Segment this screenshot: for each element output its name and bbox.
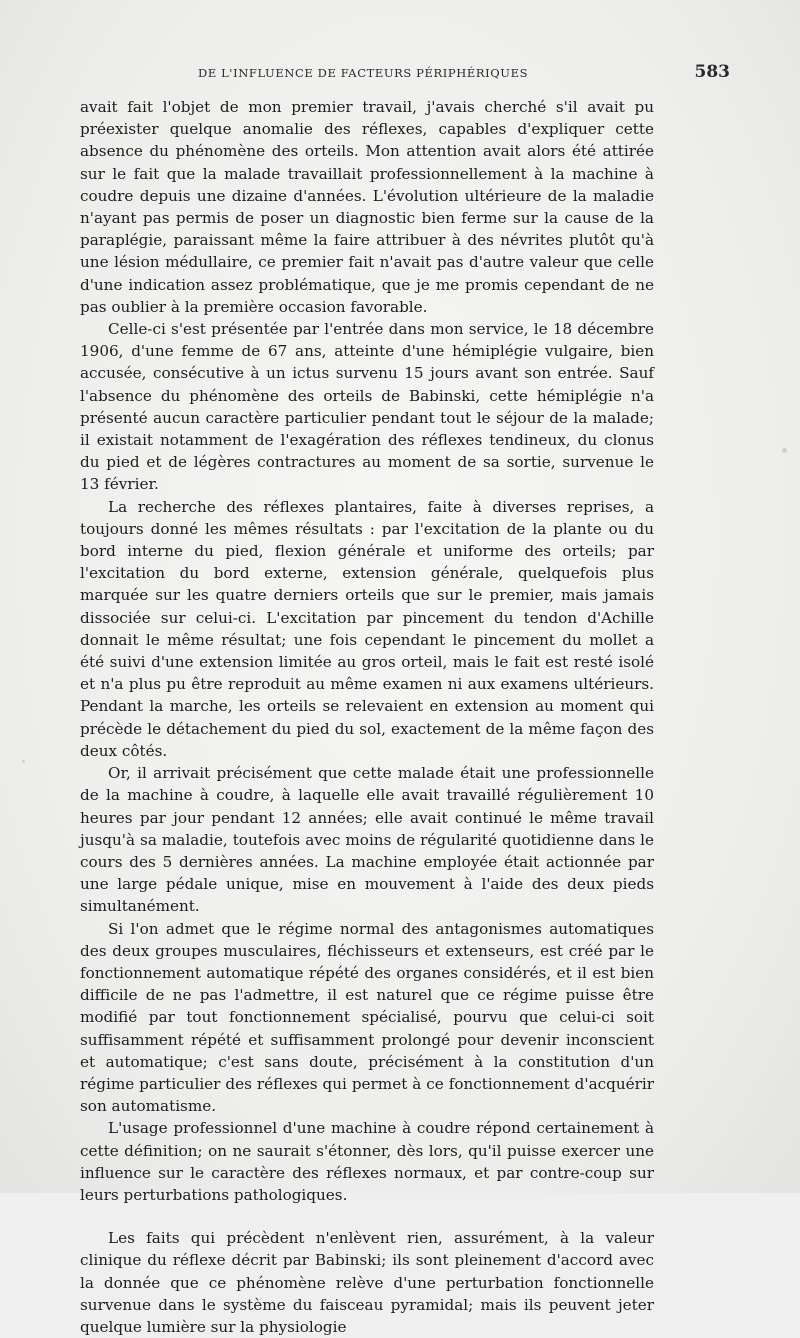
running-title: DE L'INFLUENCE DE FACTEURS PÉRIPHÉRIQUES — [198, 66, 529, 80]
paragraph-3: La recherche des réflexes plantaires, faite à diverses reprises, a toujours donné les mêmes résultats : par l'excitation de la plante ou du bord interne du pied, flexion générale et uniforme des orteils; par l'excitation du bord externe, extension générale, quelquefois plus marquée sur les quatre derniers orteils que sur le premier, mais jamais dissociée sur celui-ci. L'excitation par pincement du tendon d'Achille donnait le même résultat; une fois cependant le pincement du mollet a été suivi d'une extension limitée au gros orteil, mais le fait est resté isolé et n'a plus pu être reproduit au même examen ni aux examens ultérieurs. Pendant la marche, les orteils se relevaient en extension au moment qui précède le détachement du pied du sol, exactement de la même façon des deux côtés. — [80, 497, 654, 760]
paragraph-2: Celle-ci s'est présentée par l'entrée dans mon service, le 18 décembre 1906, d'une femme de 67 ans, atteinte d'une hémiplégie vulgaire, bien accusée, consécutive à un ictus survenu 15 jours avant son entrée. Sauf l'absence du phénomène des orteils de Babinski, cette hémiplégie n'a présenté aucun caractère particulier pendant tout le séjour de la malade; il existait notamment de l'exagération des réflexes tendineux, du clonus du pied et de légères contractures au moment de sa sortie, survenue le 13 février. — [80, 320, 654, 494]
body-text — [80, 96, 654, 1338]
running-header — [80, 62, 730, 86]
paragraph-6: L'usage professionnel d'une machine à coudre répond certainement à cette définition; on ne saurait s'étonner, dès lors, qu'il puisse exercer une influence sur le caractère des réflexes normaux, et par contre-coup sur leurs perturbations pathologiques. — [80, 1119, 654, 1204]
ink-speck — [22, 760, 25, 763]
paragraph-4: Or, il arrivait précisément que cette malade était une professionnelle de la machine à coudre, à laquelle elle avait travaillé régulièrement 10 heures par jour pendant 12 années; elle avait continué le même travail jusqu'à sa maladie, toutefois avec moins de régularité quotidienne dans le cours des 5 dernières années. La machine employée était actionnée par une large pédale unique, mise en mouvement à l'aide des deux pieds simultanément. — [80, 764, 654, 916]
paragraph-7: Les faits qui précèdent n'enlèvent rien, assurément, à la valeur clinique du réflexe décrit par Babinski; ils sont pleinement d'accord avec la donnée que ce phénomène relève d'une perturbation fonctionnelle survenue dans le système du faisceau pyramidal; mais ils peuvent jeter quelque lumière sur la physiologie — [80, 1229, 654, 1336]
ink-speck — [782, 448, 787, 453]
paragraph-5: Si l'on admet que le régime normal des antagonismes automatiques des deux groupes musculaires, fléchisseurs et extenseurs, est créé par le fonctionnement automatique répété des organes considérés, et il est bien difficile de ne pas l'admettre, il est naturel que ce régime puisse être modifié par tout fonctionnement spécialisé, pourvu que celui-ci soit suffisamment répété et suffisamment prolongé pour devenir inconscient et automatique; c'est sans doute, précisément à la constitution d'un régime particulier des réflexes qui permet à ce fonctionnement d'acquérir son automatisme. — [80, 919, 654, 1116]
page-number: 583 — [694, 62, 730, 82]
paragraph-1: avait fait l'objet de mon premier travail, j'avais cherché s'il avait pu préexister quelque anomalie des réflexes, capables d'expliquer cette absence du phénomène des orteils. Mon attention avait alors été attirée sur le fait que la malade travaillait professionnellement à la machine à coudre depuis une dizaine d'années. L'évolution ultérieure de la maladie n'ayant pas permis de poser un diagnostic bien ferme sur la cause de la paraplégie, paraissant même la faire attribuer à des névrites plutôt qu'à une lésion médullaire, ce premier fait n'avait pas d'autre valeur que celle d'une indication assez problématique, que je me promis cependant de ne pas oublier à la première occasion favorable. — [80, 98, 654, 316]
